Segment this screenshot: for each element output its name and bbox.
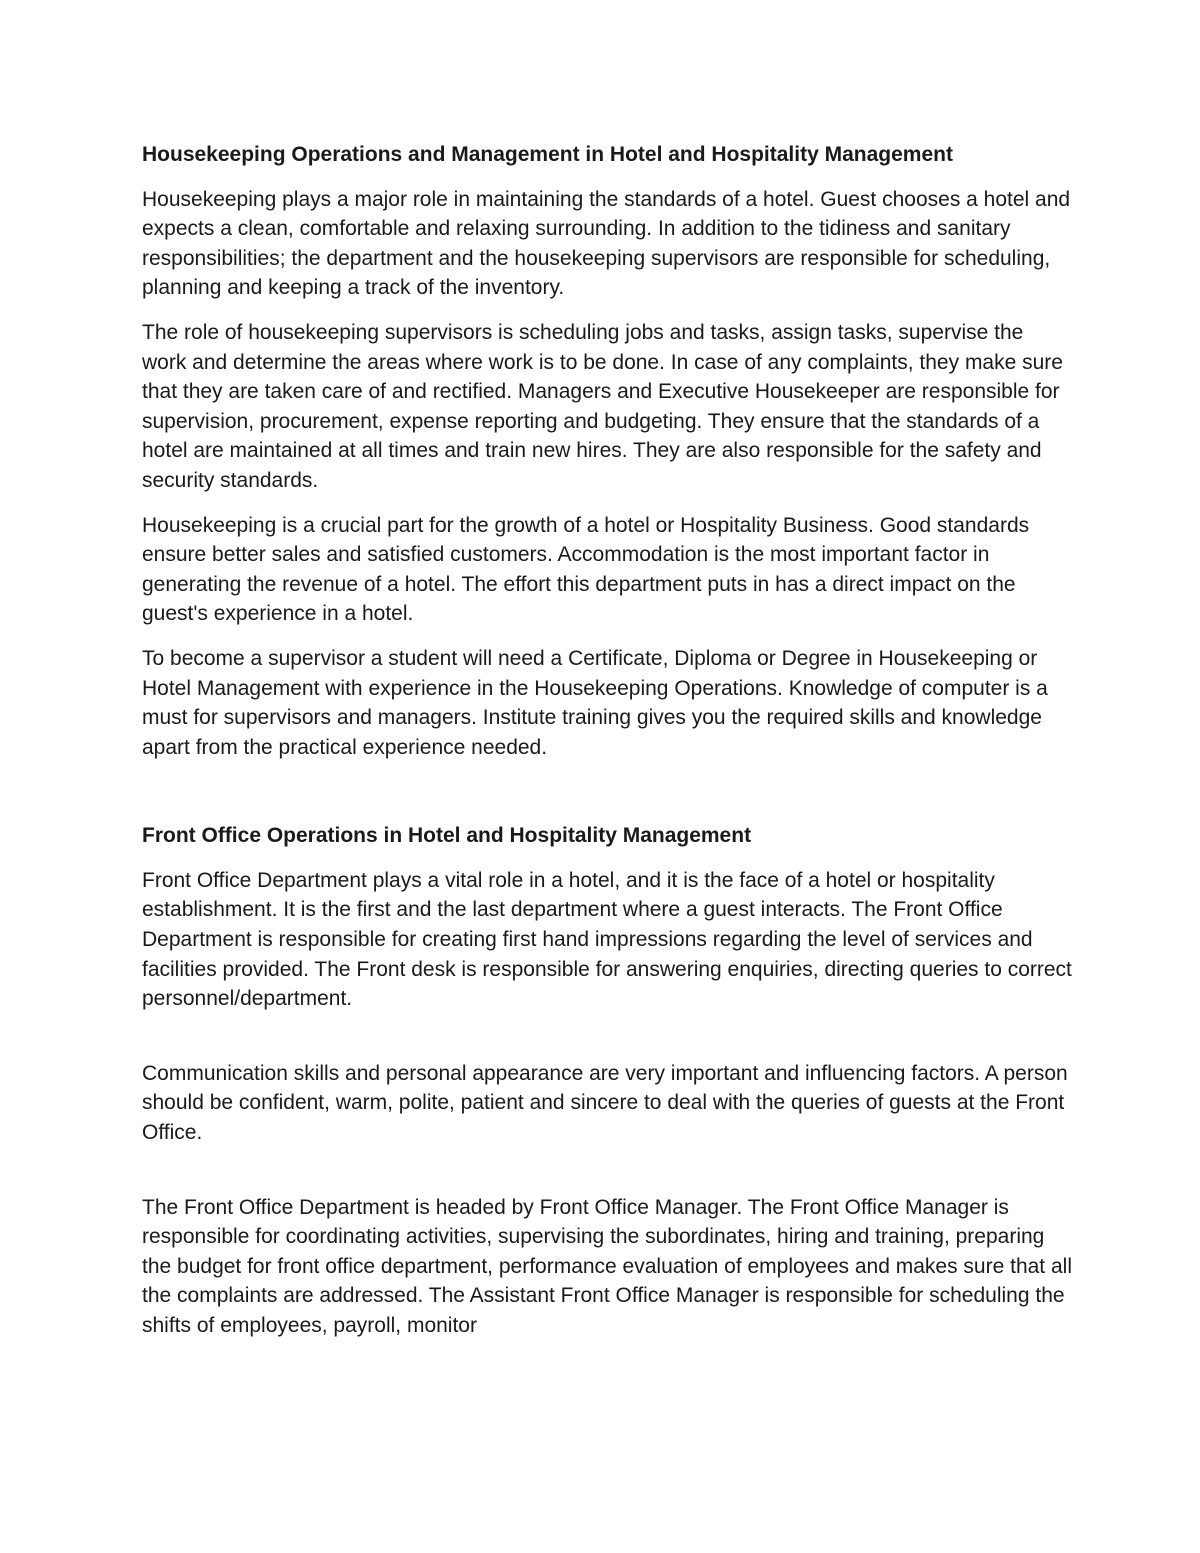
paragraph: The Front Office Department is headed by Front Office Manager. The Front Office Manager is responsible for coordinating activities, supervising the subordinates, hiring and training, preparing the budget for front office department, performance evaluation of employees and makes sure that all the complaints are addressed. The Assistant Front Office Manager is responsible for scheduling the shifts of employees, payroll, monitor xyxy=(142,1195,1072,1337)
paragraph-spacer xyxy=(142,1163,1072,1193)
paragraph: Communication skills and personal appearance are very important and influencing factors. A person should be confident, warm, polite, patient and sincere to deal with the queries of guests at the Front Office. xyxy=(142,1061,1068,1145)
paragraph: The role of housekeeping supervisors is scheduling jobs and tasks, assign tasks, supervise the work and determine the areas where work is to be done. In case of any complaints, they make sure that they are taken care of and rectified. Managers and Executive Housekeeper are responsible for supervision, procurement, expense reporting and budgeting. They ensure that the standards of a hotel are maintained at all times and train new hires. They are also responsible for the safety and security standards. xyxy=(142,320,1063,492)
section-spacer xyxy=(142,777,1072,821)
section-heading-housekeeping: Housekeeping Operations and Management in Hotel and Hospitality Management xyxy=(142,143,953,166)
document-body xyxy=(142,140,1072,1356)
section-heading-front-office: Front Office Operations in Hotel and Hospitality Management xyxy=(142,824,752,848)
paragraph-spacer xyxy=(142,1029,1072,1059)
paragraph: To become a supervisor a student will need a Certificate, Diploma or Degree in Housekeeping or Hotel Management with experience in the Housekeeping Operations. Knowledge of computer is a must for supervisors and managers. Institute training gives you the required skills and knowledge apart from the practical experience needed. xyxy=(142,646,1048,759)
paragraph: Front Office Department plays a vital role in a hotel, and it is the face of a hotel or hospitality establishment. It is the first and the last department where a guest interacts. The Front Office Department is responsible for creating first hand impressions regarding the level of services and facilities provided. The Front desk is responsible for answering enquiries, directing queries to correct personnel/department. xyxy=(142,868,1072,1011)
paragraph: Housekeeping is a crucial part for the growth of a hotel or Hospitality Business. Good standards ensure better sales and satisfied customers. Accommodation is the most important factor in generating the revenue of a hotel. The effort this department puts in has a direct impact on the guest's experience in a hotel. xyxy=(142,513,1030,626)
paragraph: Housekeeping plays a major role in maintaining the standards of a hotel. Guest chooses a hotel and expects a clean, comfortable and relaxing surrounding. In addition to the tidiness and sanitary responsibilities; the department and the housekeeping supervisors are responsible for scheduling, planning and keeping a track of the inventory. xyxy=(142,187,1071,300)
